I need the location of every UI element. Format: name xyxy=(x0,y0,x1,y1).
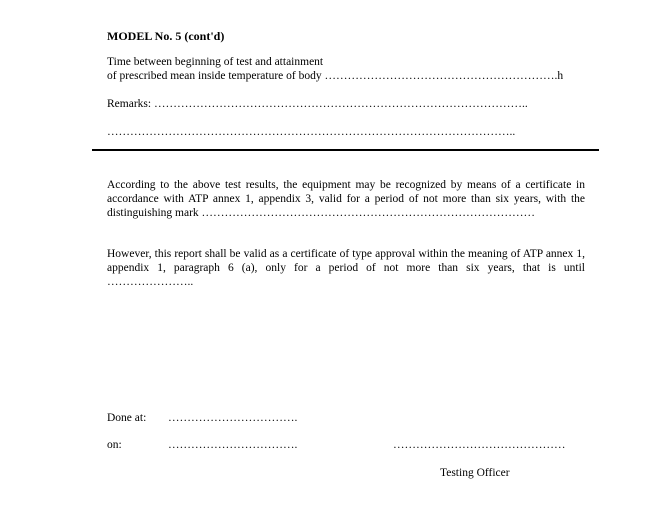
done-at-field: ……………………………. xyxy=(168,412,298,424)
validity-until-line: ………………….. xyxy=(107,276,194,289)
horizontal-rule xyxy=(92,149,599,151)
time-label-line2: of prescribed mean inside temperature of body …………………………………………………….h xyxy=(107,70,564,82)
certificate-paragraph-line1: According to the above test results, the equipment may be recognized by means of a certificate in xyxy=(107,179,585,191)
done-at-label: Done at: xyxy=(107,412,147,424)
time-label-line1: Time between beginning of test and attainment xyxy=(107,56,324,68)
validity-paragraph-line1: However, this report shall be valid as a certificate of type approval within the meaning of ATP annex 1, xyxy=(107,248,585,260)
page-title: MODEL No. 5 (cont'd) xyxy=(107,29,225,43)
remarks-line2: …………………………………………………………………………………………….. xyxy=(107,126,516,138)
distinguishing-mark-line: distinguishing mark …………………………………………………………………………… xyxy=(107,207,536,220)
remarks-line1: Remarks: …………………………………………………………………………………….. xyxy=(107,98,528,110)
certificate-paragraph-line2: accordance with ATP annex 1, appendix 3, valid for a period of not more than six years, with the xyxy=(107,193,585,206)
validity-paragraph-line2: appendix 1, paragraph 6 (a), only for a period of not more than six years, that is until xyxy=(107,262,585,275)
officer-signature-line: ……………………………………… xyxy=(393,439,566,451)
on-label: on: xyxy=(107,439,122,451)
on-date-field: ……………………………. xyxy=(168,439,298,451)
testing-officer-label: Testing Officer xyxy=(440,467,510,479)
validity-paragraph xyxy=(107,247,585,290)
certificate-paragraph xyxy=(107,178,585,221)
